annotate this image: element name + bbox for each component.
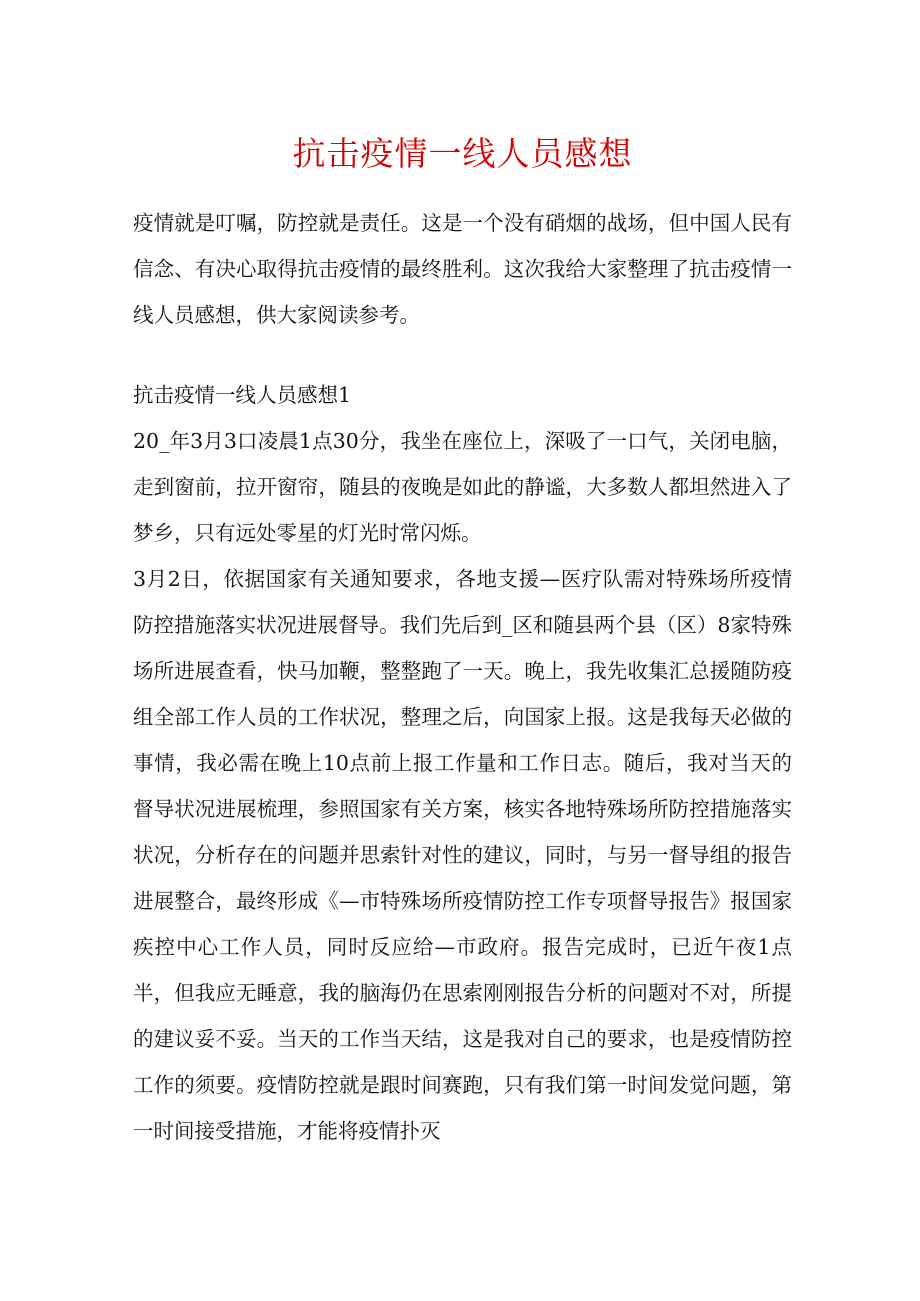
body-paragraph: 20_年3月3口凌晨1点30分，我坐在座位上，深吸了一口气，关闭电脑，走到窗前，拉开窗帘，随县的夜晚是如此的静谧，大多数人都坦然进入了梦乡，只有远处零星的灯光时常闪烁。 xyxy=(133,429,792,545)
document-title: 抗击疫情一线人员感想 xyxy=(292,134,633,173)
body-paragraph: 3月2日，依据国家有关通知要求，各地支援—医疗队需对特殊场所疫情防控措施落实状况进展督导。我们先后到_区和随县两个县（区）8家特殊场所进展查看，快马加鞭，整整跑了一天。晚上，我先收集汇总援随防疫组全部工作人员的工作状况，整理之后，向国家上报。这是我每天必做的事情，我必需在晚上10点前上报工作量和工作日志。随后，我对当天的督导状况进展梳理，参照国家有关方案，核实各地特殊场所防控措施落实状况，分析存在的问题并思索针对性的建议，同时，与另一督导组的报告进展整合，最终形成《—市特殊场所疫情防控工作专项督导报告》报国家疾控中心工作人员，同时反应给—市政府。报告完成时，已近午夜1点半，但我应无睡意，我的脑海仍在思索刚刚报告分析的问题对不对，所提的建议妥不妥。当天的工作当天结，这是我对自己的要求，也是疫情防控工作的须要。疫情防控就是跟时间赛跑，只有我们第一时间发觉问题，第一时间接受措施，才能将疫情扑灭 xyxy=(133,567,792,1143)
section-heading: 抗击疫情一线人员感想1 xyxy=(133,383,352,407)
intro-paragraph: 疫情就是叮嘱，防控就是责任。这是一个没有硝烟的战场，但中国人民有信念、有决心取得抗击疫情的最终胜利。这次我给大家整理了抗击疫情一线人员感想，供大家阅读参考。 xyxy=(133,211,792,327)
